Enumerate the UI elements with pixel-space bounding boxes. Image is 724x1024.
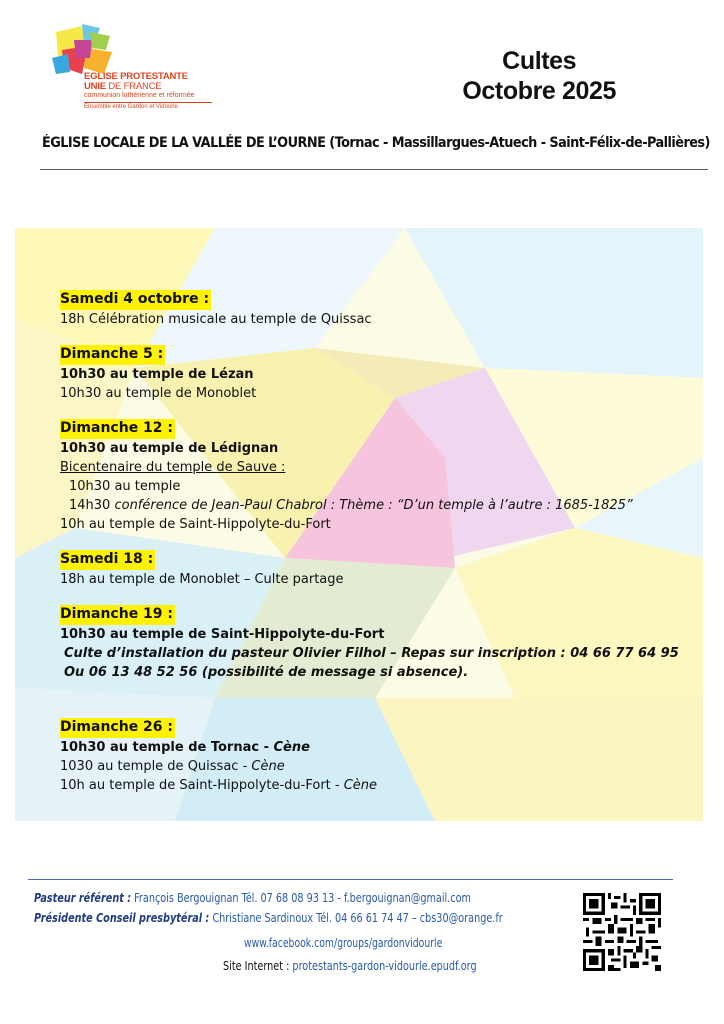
logo-line-3: communion luthérienne et réformée <box>84 92 195 99</box>
schedule-entry <box>60 718 377 795</box>
service-note: Cène <box>343 778 378 793</box>
service-line: Ou 06 13 48 52 56 (possibilité de message si absence). <box>64 665 469 680</box>
service-line: Culte d’installation du pasteur Olivier Filhol – Repas sur inscription : 04 66 77 64 95 <box>64 646 679 661</box>
service-line: 10h30 au temple <box>69 479 181 494</box>
day-heading: Dimanche 5 : <box>60 345 165 365</box>
service-line: 10h au temple de Saint-Hippolyte-du-Fort <box>60 517 331 532</box>
logo-unie: UNIE <box>84 81 106 92</box>
service-line: 10h30 au temple de Lédignan <box>60 441 279 456</box>
logo-line-2 <box>84 81 161 92</box>
logo-line-1: EGLISE PROTESTANTE <box>84 71 188 82</box>
presidente-label: Présidente Conseil presbytéral : <box>34 910 210 925</box>
presidente-contact <box>34 910 503 925</box>
service-line: 10h30 au temple de Monoblet <box>60 386 257 401</box>
logo-de-france: DE FRANCE <box>105 81 162 92</box>
website-label: Site Internet : <box>223 958 290 973</box>
service-line: 10h30 au temple de Saint-Hippolyte-du-Fort <box>60 627 385 642</box>
logo-rule <box>84 102 212 103</box>
title-line-1: Cultes <box>502 47 577 75</box>
presidente-value[interactable]: Christiane Sardinoux Tél. 04 66 61 74 47 – cbs30@orange.fr <box>209 910 503 925</box>
day-heading: Dimanche 12 : <box>60 419 175 439</box>
church-subtitle: ÉGLISE LOCALE DE LA VALLÉE DE L’OURNE (Tornac - Massillargues-Atuech - Saint-Félix-de-Pallières) <box>42 135 710 151</box>
website-contact <box>223 958 477 973</box>
service-text: 10h au temple de Saint-Hippolyte-du-Fort - <box>60 778 344 793</box>
conference-title: conférence de Jean-Paul Chabrol : Thème : “D’un temple à l’autre : 1685-1825” <box>114 498 633 513</box>
logo-line-4: Ensemble entre Gardon et Vidourle <box>84 104 178 110</box>
conference-time: 14h30 <box>69 498 115 513</box>
service-line: 18h au temple de Monoblet – Culte partage <box>60 572 344 587</box>
service-text: 10h30 au temple de Tornac - <box>60 740 274 755</box>
schedule-entry <box>60 550 344 589</box>
day-heading: Dimanche 26 : <box>60 718 175 738</box>
title-line-2: Octobre 2025 <box>462 77 616 105</box>
schedule-entry <box>60 290 372 329</box>
service-note: Cène <box>251 759 285 774</box>
service-line: 18h Célébration musicale au temple de Quissac <box>60 312 372 327</box>
event-subheading: Bicentenaire du temple de Sauve : <box>60 460 286 475</box>
qr-code-icon[interactable] <box>583 893 661 971</box>
service-note: Cène <box>273 740 310 755</box>
header-divider <box>40 169 708 170</box>
service-line <box>60 738 377 757</box>
day-heading: Dimanche 19 : <box>60 605 175 625</box>
day-heading: Samedi 4 octobre : <box>60 290 211 310</box>
schedule-entry <box>60 419 633 534</box>
pasteur-label: Pasteur référent : <box>34 890 132 905</box>
schedule-entry <box>60 345 256 403</box>
service-line <box>60 496 633 515</box>
epudf-logo <box>52 22 227 110</box>
pasteur-value[interactable]: François Bergouignan Tél. 07 68 08 93 13 - f.bergouignan@gmail.com <box>131 890 471 905</box>
website-link[interactable]: protestants-gardon-vidourle.epudf.org <box>289 958 477 973</box>
service-text: 1030 au temple de Quissac - <box>60 759 252 774</box>
footer-divider <box>28 879 673 880</box>
service-line: 10h30 au temple de Lézan <box>60 367 254 382</box>
facebook-link[interactable]: www.facebook.com/groups/gardonvidourle <box>244 936 443 950</box>
pasteur-contact <box>34 890 471 905</box>
day-heading: Samedi 18 : <box>60 550 155 570</box>
service-line <box>60 757 377 776</box>
service-line <box>60 776 377 795</box>
schedule-entry <box>60 605 679 682</box>
page-title <box>462 46 616 106</box>
